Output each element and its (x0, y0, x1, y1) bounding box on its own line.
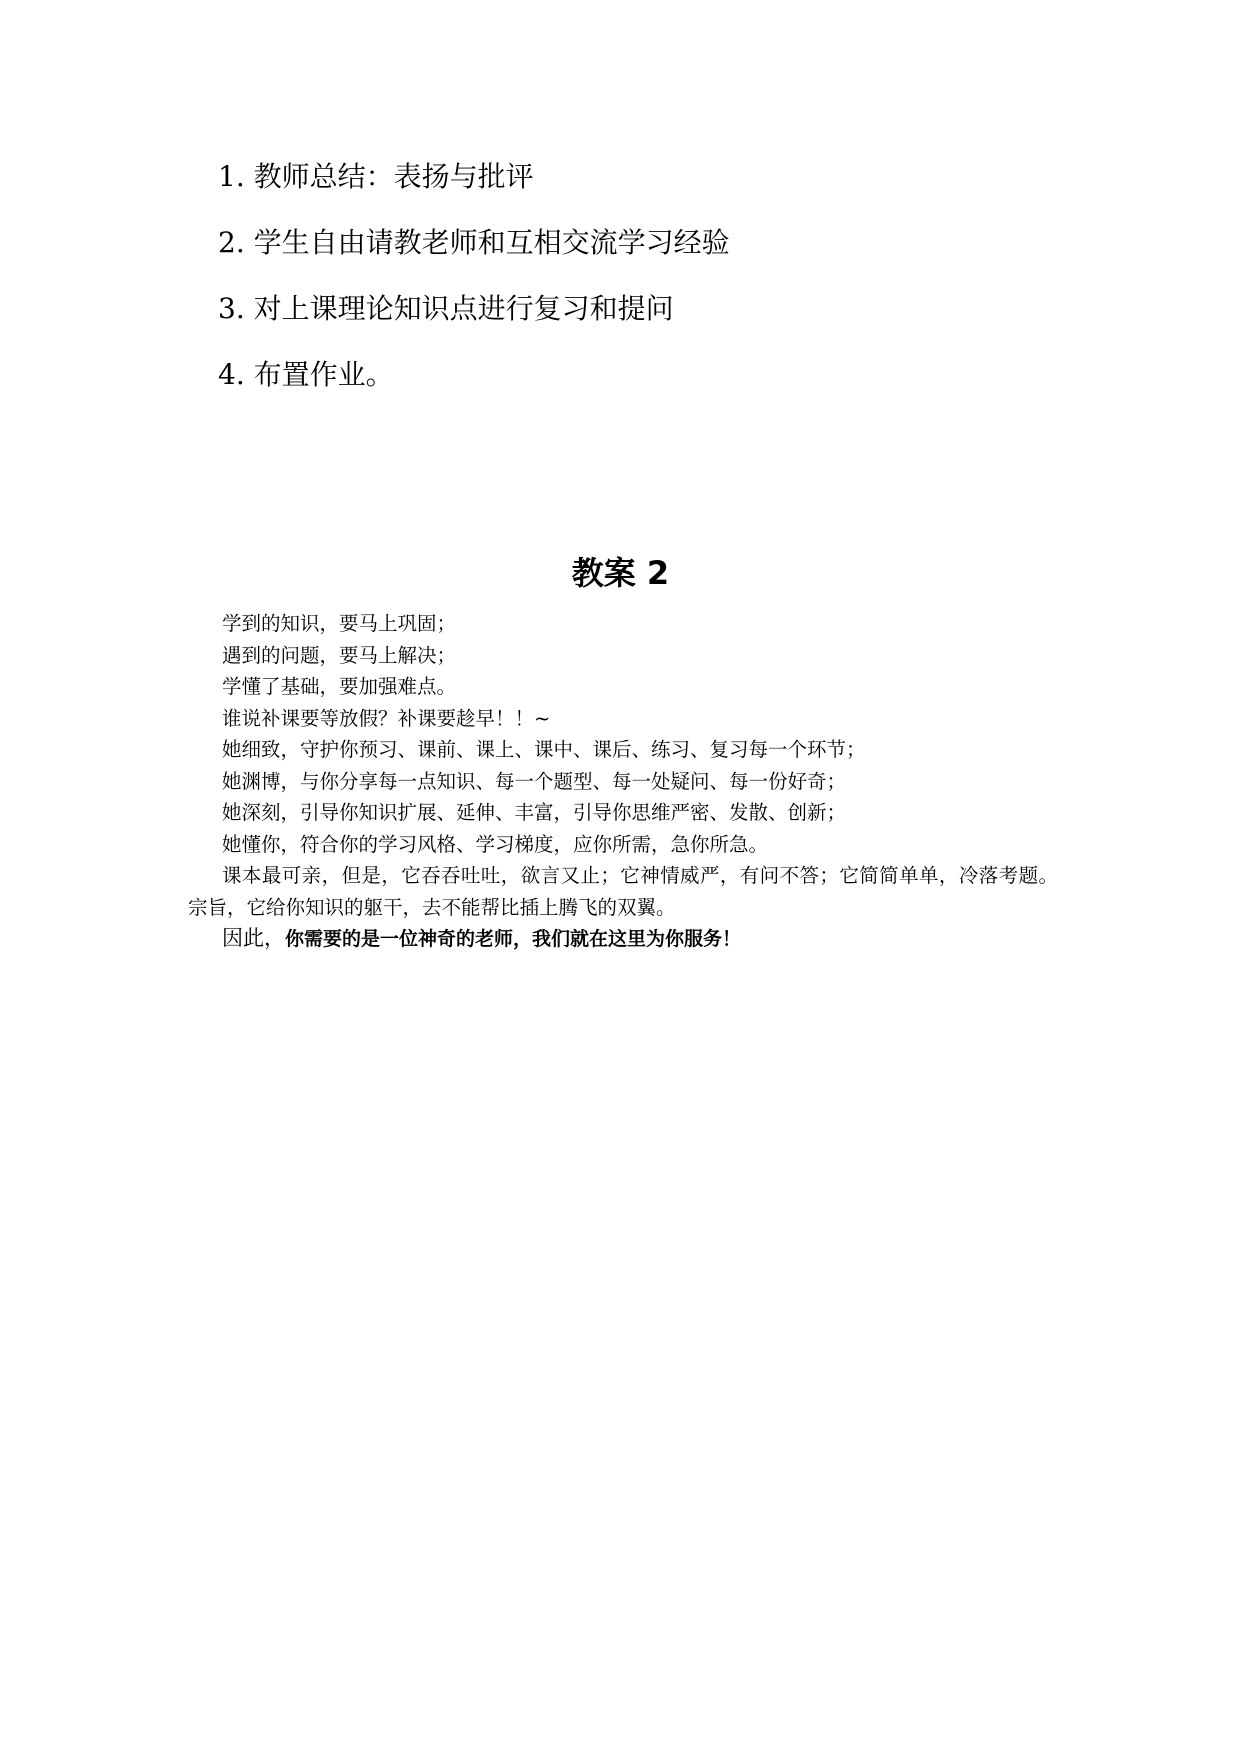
summary-list (218, 160, 730, 424)
closing-lead: 因此， (222, 926, 285, 950)
paragraph: 学到的知识，要马上巩固； (222, 612, 457, 635)
paragraph: 她细致，守护你预习、课前、课上、课中、课后、练习、复习每一个环节； (222, 738, 866, 761)
paragraph: 课本最可亲，但是，它吞吞吐吐，欲言又止；它神情威严，有问不答；它简简单单，冷落考题。宗旨，它给你知识的躯干，去不能帮比插上腾飞的双翼。 (188, 864, 1058, 919)
list-item: 3. 对上课理论知识点进行复习和提问 (218, 292, 674, 325)
closing-paragraph (188, 923, 1058, 956)
paragraph: 学懂了基础，要加强难点。 (222, 675, 457, 698)
body-text (188, 608, 1058, 956)
list-item: 1. 教师总结：表扬与批评 (218, 160, 534, 193)
paragraph: 谁说补课要等放假？补课要趁早！！~ (222, 706, 551, 730)
paragraph: 她懂你，符合你的学习风格、学习梯度，应你所需，急你所急。 (222, 832, 769, 856)
closing-emphasis: 你需要的是一位神奇的老师，我们就在这里为你服务！ (285, 928, 742, 950)
paragraph: 她渊博，与你分享每一点知识、每一个题型、每一处疑问、每一份好奇； (222, 769, 847, 793)
paragraph: 她深刻，引导你知识扩展、延伸、丰富，引导你思维严密、发散、创新； (222, 801, 847, 824)
paragraph: 遇到的问题，要马上解决； (222, 643, 457, 667)
list-item: 4. 布置作业。 (218, 358, 394, 391)
list-item: 2. 学生自由请教老师和互相交流学习经验 (218, 226, 730, 259)
section-title: 教案 2 (571, 554, 670, 592)
